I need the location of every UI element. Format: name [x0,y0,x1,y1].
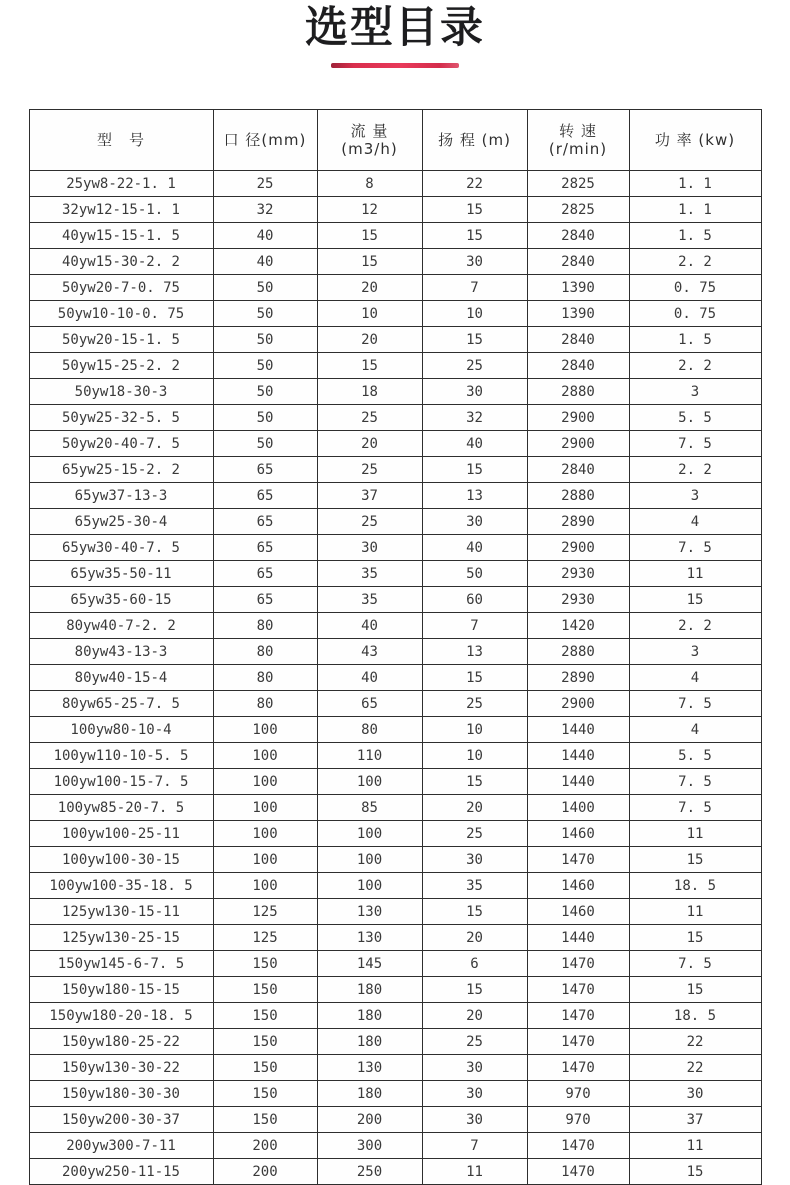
head-cell: 15 [422,327,527,353]
diameter-cell: 80 [213,691,317,717]
power-cell: 3 [629,639,761,665]
speed-cell: 2900 [527,535,629,561]
diameter-cell: 65 [213,587,317,613]
power-cell: 3 [629,379,761,405]
diameter-cell: 150 [213,951,317,977]
speed-cell: 1460 [527,899,629,925]
table-row [29,483,761,509]
table-row [29,691,761,717]
power-cell: 11 [629,899,761,925]
diameter-cell: 200 [213,1159,317,1185]
diameter-cell: 150 [213,1107,317,1133]
model-cell: 100yw100-25-11 [29,821,213,847]
flow-cell: 130 [317,1055,422,1081]
model-cell: 150yw130-30-22 [29,1055,213,1081]
table-row [29,457,761,483]
model-cell: 65yw35-60-15 [29,587,213,613]
table-row [29,717,761,743]
speed-cell: 2890 [527,665,629,691]
model-cell: 40yw15-15-1. 5 [29,223,213,249]
model-cell: 65yw30-40-7. 5 [29,535,213,561]
diameter-cell: 100 [213,873,317,899]
model-cell: 50yw25-32-5. 5 [29,405,213,431]
power-cell: 15 [629,925,761,951]
table-row [29,1133,761,1159]
speed-cell: 2900 [527,431,629,457]
model-cell: 150yw145-6-7. 5 [29,951,213,977]
power-cell: 0. 75 [629,301,761,327]
model-cell: 50yw20-15-1. 5 [29,327,213,353]
speed-cell: 1440 [527,743,629,769]
model-cell: 25yw8-22-1. 1 [29,171,213,197]
model-cell: 150yw180-25-22 [29,1029,213,1055]
power-cell: 7. 5 [629,431,761,457]
head-cell: 30 [422,1107,527,1133]
model-cell: 100yw100-30-15 [29,847,213,873]
diameter-cell: 40 [213,223,317,249]
speed-cell: 1470 [527,1133,629,1159]
diameter-cell: 125 [213,899,317,925]
header-row [29,110,761,171]
speed-cell: 2880 [527,639,629,665]
head-cell: 10 [422,717,527,743]
speed-cell: 1470 [527,951,629,977]
head-cell: 20 [422,795,527,821]
diameter-cell: 50 [213,379,317,405]
speed-cell: 1460 [527,873,629,899]
diameter-cell: 80 [213,665,317,691]
power-cell: 11 [629,561,761,587]
model-cell: 200yw300-7-11 [29,1133,213,1159]
head-cell: 13 [422,639,527,665]
speed-cell: 1390 [527,275,629,301]
head-cell: 50 [422,561,527,587]
table-row [29,1029,761,1055]
flow-cell: 80 [317,717,422,743]
head-cell: 30 [422,509,527,535]
flow-cell: 25 [317,457,422,483]
head-cell: 25 [422,821,527,847]
head-cell: 20 [422,925,527,951]
column-header-head [422,110,527,171]
head-cell: 15 [422,665,527,691]
flow-cell: 85 [317,795,422,821]
column-header-label: 扬 程 (m) [438,131,511,150]
power-cell: 2. 2 [629,457,761,483]
table-row [29,873,761,899]
head-cell: 7 [422,613,527,639]
head-cell: 30 [422,249,527,275]
diameter-cell: 150 [213,1029,317,1055]
speed-cell: 2840 [527,249,629,275]
power-cell: 2. 2 [629,249,761,275]
model-cell: 50yw18-30-3 [29,379,213,405]
power-cell: 15 [629,977,761,1003]
pump-selection-table [29,109,762,1185]
table-row [29,379,761,405]
flow-cell: 15 [317,223,422,249]
power-cell: 18. 5 [629,873,761,899]
head-cell: 40 [422,535,527,561]
head-cell: 15 [422,977,527,1003]
column-header-label: 流 量 [350,121,389,140]
power-cell: 4 [629,717,761,743]
model-cell: 50yw20-40-7. 5 [29,431,213,457]
power-cell: 2. 2 [629,353,761,379]
table-row [29,977,761,1003]
model-cell: 100yw85-20-7. 5 [29,795,213,821]
table-row [29,171,761,197]
table-row [29,769,761,795]
speed-cell: 2880 [527,379,629,405]
speed-cell: 1470 [527,1029,629,1055]
power-cell: 7. 5 [629,795,761,821]
flow-cell: 43 [317,639,422,665]
model-cell: 65yw37-13-3 [29,483,213,509]
table-row [29,743,761,769]
flow-cell: 25 [317,405,422,431]
diameter-cell: 65 [213,535,317,561]
speed-cell: 2900 [527,405,629,431]
flow-cell: 40 [317,613,422,639]
column-header-unit: (m3/h) [341,140,398,159]
head-cell: 25 [422,1029,527,1055]
speed-cell: 2825 [527,171,629,197]
column-header-flow [317,110,422,171]
head-cell: 40 [422,431,527,457]
table-row [29,639,761,665]
model-cell: 40yw15-30-2. 2 [29,249,213,275]
flow-cell: 20 [317,327,422,353]
head-cell: 15 [422,899,527,925]
page-title: 选型目录 [305,3,485,53]
power-cell: 22 [629,1029,761,1055]
speed-cell: 1470 [527,1003,629,1029]
head-cell: 7 [422,275,527,301]
diameter-cell: 50 [213,275,317,301]
model-cell: 150yw180-15-15 [29,977,213,1003]
head-cell: 15 [422,457,527,483]
table-row [29,561,761,587]
head-cell: 22 [422,171,527,197]
table-row [29,1159,761,1185]
diameter-cell: 150 [213,1055,317,1081]
model-cell: 65yw25-30-4 [29,509,213,535]
model-cell: 100yw110-10-5. 5 [29,743,213,769]
column-header-speed [527,110,629,171]
flow-cell: 145 [317,951,422,977]
table-row [29,821,761,847]
table-row [29,405,761,431]
model-cell: 100yw100-15-7. 5 [29,769,213,795]
diameter-cell: 100 [213,717,317,743]
speed-cell: 2880 [527,483,629,509]
model-cell: 125yw130-25-15 [29,925,213,951]
power-cell: 0. 75 [629,275,761,301]
diameter-cell: 65 [213,483,317,509]
diameter-cell: 65 [213,509,317,535]
diameter-cell: 100 [213,795,317,821]
diameter-cell: 65 [213,561,317,587]
column-header-label: 型 号 [96,131,145,150]
head-cell: 35 [422,873,527,899]
power-cell: 37 [629,1107,761,1133]
diameter-cell: 40 [213,249,317,275]
speed-cell: 2930 [527,561,629,587]
head-cell: 25 [422,691,527,717]
table-row [29,925,761,951]
speed-cell: 2825 [527,197,629,223]
column-header-label: 功 率 (kw) [654,131,736,150]
flow-cell: 65 [317,691,422,717]
model-cell: 100yw80-10-4 [29,717,213,743]
diameter-cell: 100 [213,821,317,847]
flow-cell: 200 [317,1107,422,1133]
model-cell: 150yw180-30-30 [29,1081,213,1107]
diameter-cell: 32 [213,197,317,223]
diameter-cell: 50 [213,431,317,457]
table-row [29,1081,761,1107]
flow-cell: 12 [317,197,422,223]
speed-cell: 2840 [527,327,629,353]
table-row [29,353,761,379]
speed-cell: 2840 [527,223,629,249]
model-cell: 50yw15-25-2. 2 [29,353,213,379]
diameter-cell: 25 [213,171,317,197]
speed-cell: 1420 [527,613,629,639]
power-cell: 30 [629,1081,761,1107]
model-cell: 50yw10-10-0. 75 [29,301,213,327]
power-cell: 4 [629,665,761,691]
model-cell: 65yw25-15-2. 2 [29,457,213,483]
power-cell: 2. 2 [629,613,761,639]
head-cell: 10 [422,743,527,769]
flow-cell: 10 [317,301,422,327]
model-cell: 100yw100-35-18. 5 [29,873,213,899]
head-cell: 30 [422,1081,527,1107]
table-row [29,665,761,691]
speed-cell: 970 [527,1081,629,1107]
head-cell: 30 [422,1055,527,1081]
power-cell: 1. 1 [629,171,761,197]
title-underline-decoration [331,63,459,68]
power-cell: 11 [629,821,761,847]
table-row [29,795,761,821]
head-cell: 7 [422,1133,527,1159]
model-cell: 125yw130-15-11 [29,899,213,925]
model-cell: 150yw180-20-18. 5 [29,1003,213,1029]
power-cell: 1. 5 [629,223,761,249]
flow-cell: 35 [317,561,422,587]
speed-cell: 1440 [527,925,629,951]
table-row [29,951,761,977]
diameter-cell: 150 [213,977,317,1003]
power-cell: 1. 5 [629,327,761,353]
column-header-diameter [213,110,317,171]
flow-cell: 15 [317,353,422,379]
head-cell: 15 [422,769,527,795]
flow-cell: 18 [317,379,422,405]
table-row [29,535,761,561]
power-cell: 7. 5 [629,691,761,717]
diameter-cell: 65 [213,457,317,483]
table-row [29,275,761,301]
flow-cell: 100 [317,847,422,873]
flow-cell: 300 [317,1133,422,1159]
power-cell: 15 [629,1159,761,1185]
power-cell: 1. 1 [629,197,761,223]
table-row [29,431,761,457]
column-header-label: 口 径(mm) [223,131,307,150]
head-cell: 15 [422,223,527,249]
table-row [29,509,761,535]
diameter-cell: 100 [213,769,317,795]
flow-cell: 40 [317,665,422,691]
model-cell: 50yw20-7-0. 75 [29,275,213,301]
flow-cell: 130 [317,925,422,951]
speed-cell: 2840 [527,457,629,483]
speed-cell: 1470 [527,847,629,873]
flow-cell: 130 [317,899,422,925]
diameter-cell: 125 [213,925,317,951]
diameter-cell: 50 [213,301,317,327]
flow-cell: 100 [317,769,422,795]
power-cell: 15 [629,587,761,613]
flow-cell: 8 [317,171,422,197]
flow-cell: 30 [317,535,422,561]
model-cell: 150yw200-30-37 [29,1107,213,1133]
head-cell: 6 [422,951,527,977]
flow-cell: 250 [317,1159,422,1185]
table-row [29,327,761,353]
power-cell: 3 [629,483,761,509]
speed-cell: 970 [527,1107,629,1133]
table-row [29,197,761,223]
diameter-cell: 50 [213,353,317,379]
column-header-label: 转 速 [559,121,597,140]
table-row [29,1003,761,1029]
model-cell: 80yw65-25-7. 5 [29,691,213,717]
power-cell: 5. 5 [629,405,761,431]
speed-cell: 2900 [527,691,629,717]
model-cell: 80yw40-15-4 [29,665,213,691]
diameter-cell: 50 [213,327,317,353]
speed-cell: 1440 [527,769,629,795]
flow-cell: 37 [317,483,422,509]
table-row [29,613,761,639]
flow-cell: 15 [317,249,422,275]
flow-cell: 180 [317,977,422,1003]
head-cell: 15 [422,197,527,223]
speed-cell: 1400 [527,795,629,821]
table-body [29,171,761,1185]
speed-cell: 1440 [527,717,629,743]
model-cell: 80yw40-7-2. 2 [29,613,213,639]
power-cell: 18. 5 [629,1003,761,1029]
head-cell: 20 [422,1003,527,1029]
flow-cell: 180 [317,1029,422,1055]
flow-cell: 25 [317,509,422,535]
table-row [29,587,761,613]
speed-cell: 2930 [527,587,629,613]
power-cell: 22 [629,1055,761,1081]
flow-cell: 35 [317,587,422,613]
diameter-cell: 100 [213,743,317,769]
model-cell: 32yw12-15-1. 1 [29,197,213,223]
table-header [29,110,761,171]
speed-cell: 2840 [527,353,629,379]
model-cell: 65yw35-50-11 [29,561,213,587]
diameter-cell: 80 [213,613,317,639]
power-cell: 11 [629,1133,761,1159]
table-row [29,301,761,327]
diameter-cell: 80 [213,639,317,665]
head-cell: 30 [422,379,527,405]
speed-cell: 1470 [527,1159,629,1185]
head-cell: 30 [422,847,527,873]
table-row [29,1055,761,1081]
diameter-cell: 50 [213,405,317,431]
head-cell: 13 [422,483,527,509]
speed-cell: 2890 [527,509,629,535]
diameter-cell: 100 [213,847,317,873]
power-cell: 5. 5 [629,743,761,769]
model-cell: 80yw43-13-3 [29,639,213,665]
flow-cell: 100 [317,821,422,847]
speed-cell: 1390 [527,301,629,327]
flow-cell: 110 [317,743,422,769]
power-cell: 7. 5 [629,951,761,977]
speed-cell: 1470 [527,1055,629,1081]
head-cell: 11 [422,1159,527,1185]
flow-cell: 20 [317,275,422,301]
power-cell: 15 [629,847,761,873]
flow-cell: 180 [317,1003,422,1029]
power-cell: 7. 5 [629,535,761,561]
table-row [29,847,761,873]
head-cell: 60 [422,587,527,613]
power-cell: 4 [629,509,761,535]
speed-cell: 1460 [527,821,629,847]
power-cell: 7. 5 [629,769,761,795]
flow-cell: 20 [317,431,422,457]
head-cell: 25 [422,353,527,379]
model-cell: 200yw250-11-15 [29,1159,213,1185]
table-row [29,249,761,275]
diameter-cell: 150 [213,1003,317,1029]
table-row [29,899,761,925]
table-row [29,223,761,249]
diameter-cell: 150 [213,1081,317,1107]
table-row [29,1107,761,1133]
column-header-model [29,110,213,171]
flow-cell: 100 [317,873,422,899]
speed-cell: 1470 [527,977,629,1003]
head-cell: 32 [422,405,527,431]
flow-cell: 180 [317,1081,422,1107]
column-header-unit: (r/min) [548,140,608,159]
column-header-power [629,110,761,171]
head-cell: 10 [422,301,527,327]
diameter-cell: 200 [213,1133,317,1159]
